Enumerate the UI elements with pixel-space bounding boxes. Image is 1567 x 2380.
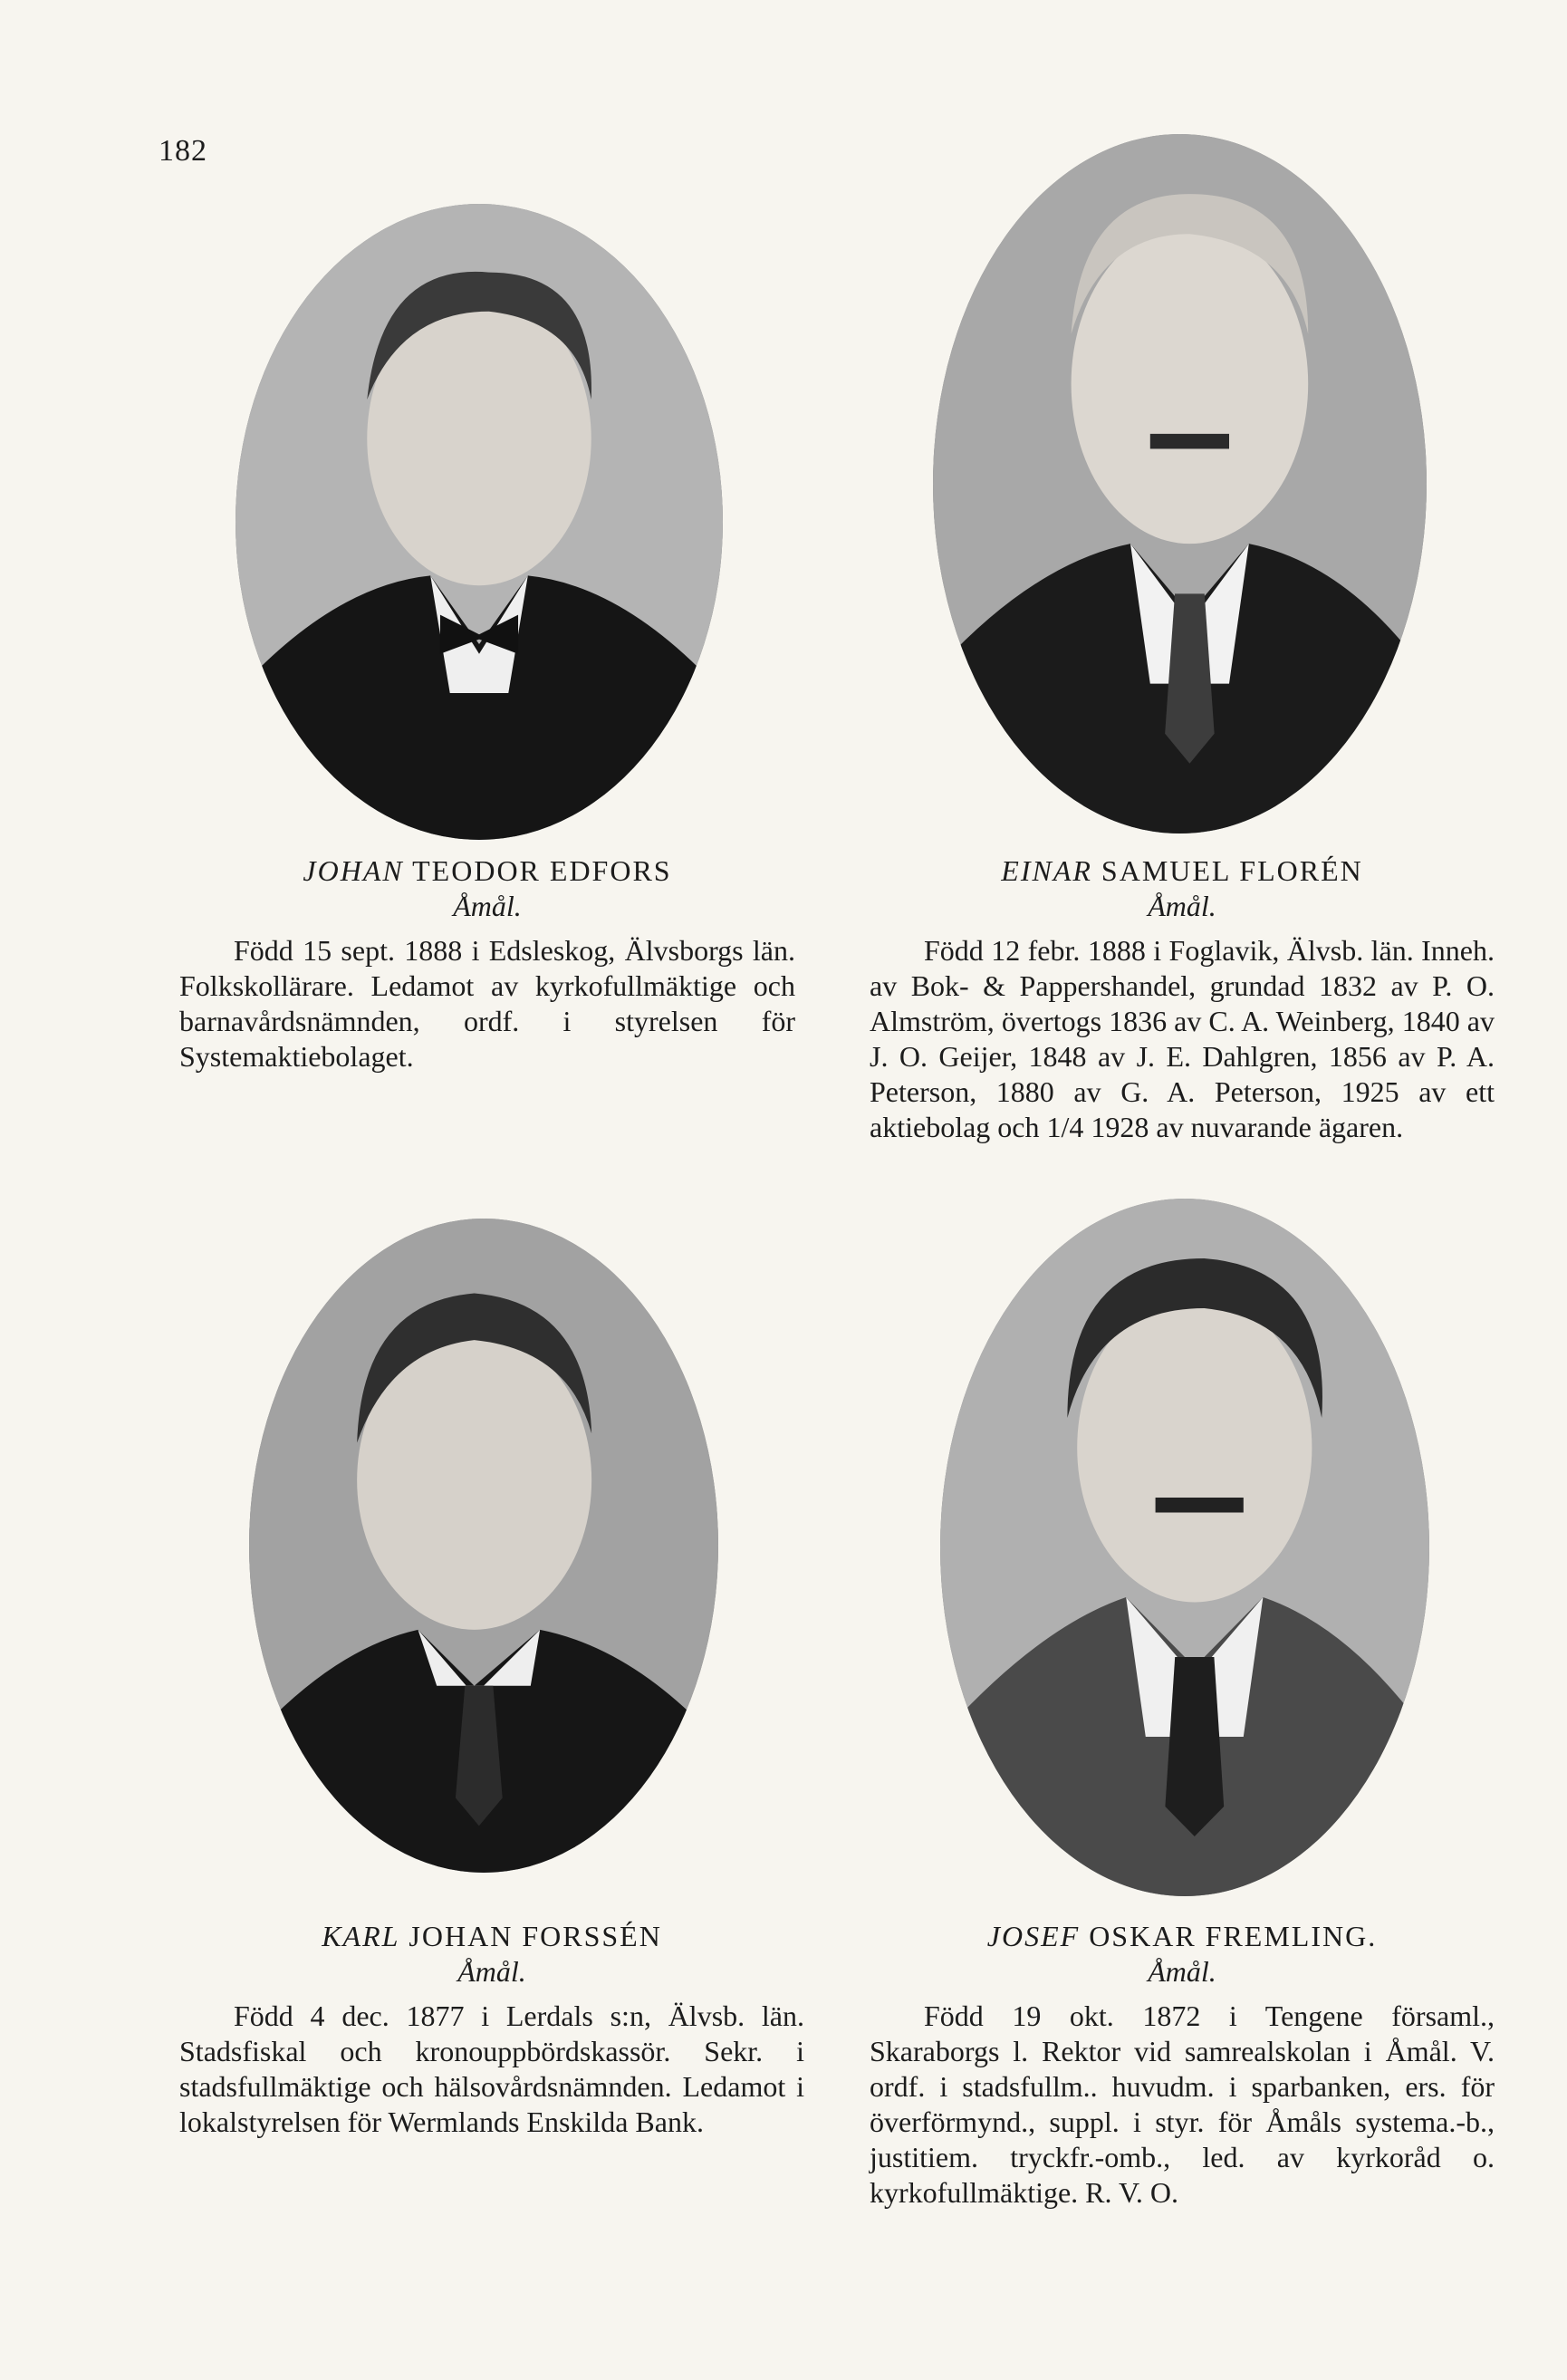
- biography-entry: [179, 1919, 804, 2140]
- biography-text: Född 15 sept. 1888 i Edsleskog, Älvsborgs län. Folkskollärare. Ledamot av kyrkofullmäktige och barnavårdsnämnden, ordf. i styrelsen för Systemaktiebolaget.: [179, 934, 795, 1073]
- family-name: JOHAN FORSSÉN: [409, 1920, 662, 1952]
- biography-entry: [870, 853, 1495, 1145]
- biography-text: Född 4 dec. 1877 i Lerdals s:n, Älvsb. län. Stadsfiskal och kronouppbördskassör. Sekr. i stadsfullmäktige och hälsovårdsnämnden. Ledamot i lokalstyrelsen för Wermlands Enskilda Bank.: [179, 1999, 804, 2138]
- person-name: [179, 853, 795, 889]
- biography-text: Född 19 okt. 1872 i Tengene församl., Skaraborgs l. Rektor vid samrealskolan i Åmål. V. ordf. i stadsfullm.. huvudm. i sparbanken, ers. för överförmynd., suppl. i styr. för Åmåls systema.-b., justitiem. tryckfr.-omb., led. av kyrkoråd o. kyrkofullmäktige. R. V. O.: [870, 1999, 1495, 2209]
- family-name: SAMUEL FLORÉN: [1101, 854, 1363, 887]
- place-name: Åmål.: [1148, 890, 1216, 922]
- place-name: Åmål.: [457, 1955, 526, 1988]
- page-number: 182: [159, 134, 207, 168]
- person-name: [870, 853, 1495, 889]
- biography-text: Född 12 febr. 1888 i Foglavik, Älvsb. län. Inneh. av Bok- & Pappershandel, grundad 1832 av P. O. Almström, övertogs 1836 av C. A. Weinberg, 1840 av J. O. Geijer, 1848 av J. E. Dahlgren, 1856 av P. A. Peterson, 1880 av G. A. Peterson, 1925 av ett aktiebolag och 1/4 1928 av nuvarande ägaren.: [870, 934, 1495, 1143]
- family-name: OSKAR FREMLING.: [1089, 1920, 1378, 1952]
- biography-entry: [179, 853, 795, 1074]
- biography-entry: [870, 1919, 1495, 2211]
- place-name: Åmål.: [453, 890, 522, 922]
- person-name: [870, 1919, 1495, 1954]
- given-name: EINAR: [1001, 854, 1092, 887]
- given-name: JOHAN: [303, 854, 404, 887]
- portrait-photo: [933, 134, 1427, 833]
- place-name: Åmål.: [1148, 1955, 1216, 1988]
- given-name: JOSEF: [986, 1920, 1081, 1952]
- given-name: KARL: [322, 1920, 400, 1952]
- person-name: [179, 1919, 804, 1954]
- portrait-photo: [236, 204, 723, 840]
- portrait-photo: [249, 1219, 718, 1873]
- portrait-photo: [940, 1199, 1429, 1896]
- family-name: TEODOR EDFORS: [412, 854, 672, 887]
